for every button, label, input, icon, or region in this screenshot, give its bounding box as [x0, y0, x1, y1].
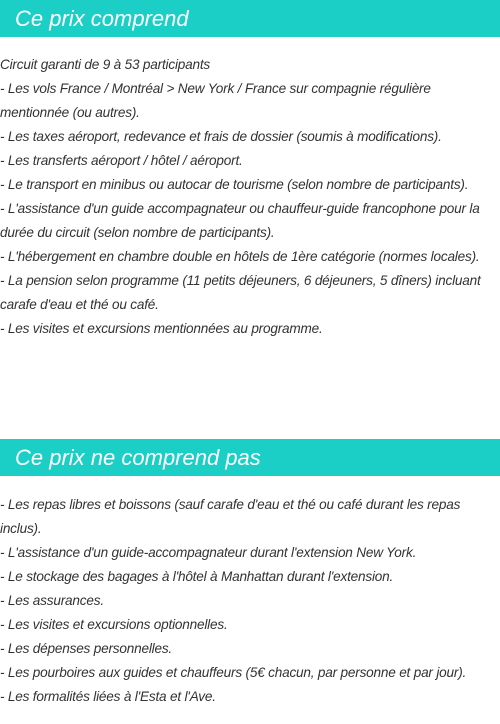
list-item: - Les repas libres et boissons (sauf carafe d'eau et thé ou café durant les repas inclus). [0, 497, 461, 536]
list-item: - Les visites et excursions optionnelles. [0, 617, 228, 632]
excluded-items-list [0, 493, 500, 709]
included-items-list [0, 53, 500, 341]
list-item: - L'assistance d'un guide accompagnateur ou chauffeur-guide francophone pour la durée du circuit (selon nombre de participants). [0, 201, 480, 240]
list-item: - Les pourboires aux guides et chauffeurs (5€ chacun, par personne et par jour). [0, 665, 467, 680]
list-item: Circuit garanti de 9 à 53 participants [0, 57, 211, 72]
list-item: - L'hébergement en chambre double en hôtels de 1ère catégorie (normes locales). [0, 249, 480, 264]
excluded-section-title: Ce prix ne comprend pas [0, 439, 500, 476]
list-item: - Les assurances. [0, 593, 104, 608]
list-item: - Les formalités liées à l'Esta et l'Ave. [0, 689, 216, 704]
list-item: - Le stockage des bagages à l'hôtel à Manhattan durant l'extension. [0, 569, 394, 584]
list-item: - Les transferts aéroport / hôtel / aéroport. [0, 153, 243, 168]
list-item: - Les taxes aéroport, redevance et frais de dossier (soumis à modifications). [0, 129, 442, 144]
list-item: - Le transport en minibus ou autocar de tourisme (selon nombre de participants). [0, 177, 469, 192]
included-section-title: Ce prix comprend [0, 0, 500, 37]
list-item: - La pension selon programme (11 petits déjeuners, 6 déjeuners, 5 dîners) incluant carafe d'eau et thé ou café. [0, 273, 481, 312]
list-item: - L'assistance d'un guide-accompagnateur durant l'extension New York. [0, 545, 417, 560]
list-item: - Les vols France / Montréal > New York / France sur compagnie régulière mentionnée (ou autres). [0, 81, 431, 120]
list-item: - Les visites et excursions mentionnées au programme. [0, 321, 323, 336]
list-item: - Les dépenses personnelles. [0, 641, 172, 656]
